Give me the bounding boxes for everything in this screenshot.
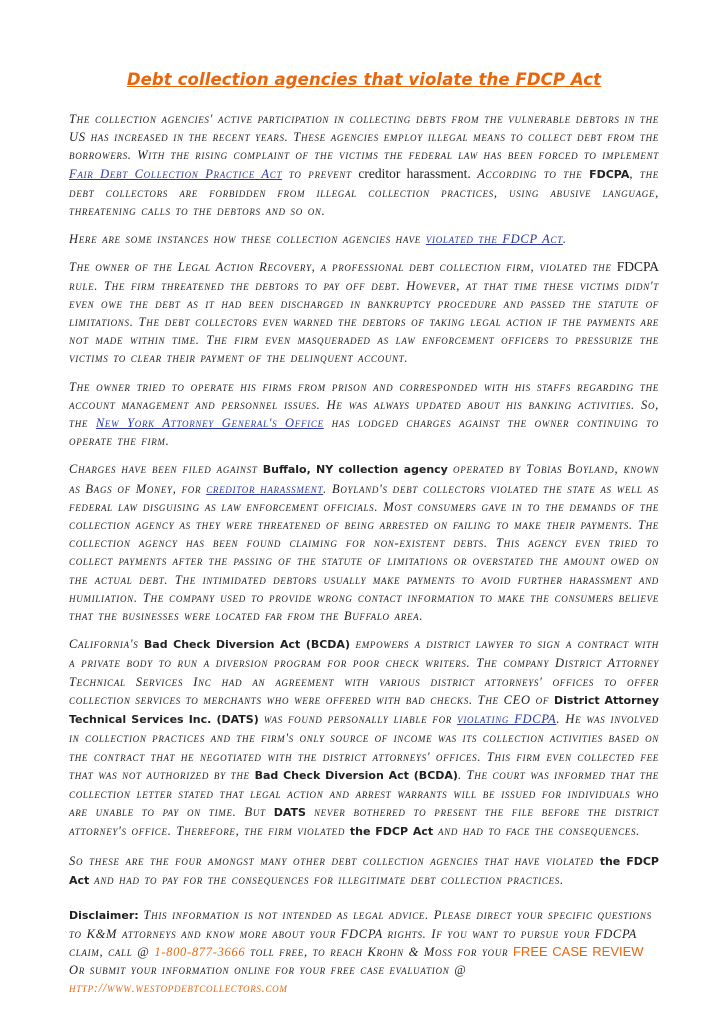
free-case-review: FREE CASE REVIEW <box>512 943 644 959</box>
paragraph-text: . Boyland's debt collectors violated the state as well as federal law disguising as law enforcement officials. Most consumers gave in to the demands of the collection agency as they were threatened of being arrested on failing to make their payments. The collection agency has been found claiming for non-existent debts. This agency even tried to collect payments after the passing of the statute of limitations or overstated the amount owed on the actual debt. The intimidated debtors usually make payments to avoid further harassment and humiliation. The company used to provide wrong contact information to make the consumers believe that the businesses were located far from the Buffalo area. <box>69 481 659 624</box>
paragraph-legal-action-recovery <box>69 258 659 367</box>
violated-fdcp-act-link[interactable]: violated the FDCP Act <box>425 232 563 247</box>
violating-fdcpa-link[interactable]: violating FDCPA <box>457 712 557 727</box>
bold-text: the FDCP Act <box>349 825 434 839</box>
paragraph-california-bcda <box>69 635 659 841</box>
paragraph-owner-prison <box>69 378 659 451</box>
bold-text: Bad Check Diversion Act (BCDA) <box>143 638 350 652</box>
bold-text: Buffalo, NY collection agency <box>262 463 448 477</box>
paragraph-text: The owner of the Legal Action Recovery, a professional debt collection firm, violated the <box>69 260 617 275</box>
paragraph-text: , the debt collectors are forbidden from illegal collection practices, using abusive language, threatening calls to the debtors and so on. <box>69 166 659 219</box>
ny-attorney-general-link[interactable]: New York Attorney General's Office <box>95 416 324 431</box>
disclaimer-label: Disclaimer: <box>69 908 139 922</box>
bold-text: District Attorney Technical Services Inc. (DATS) <box>69 693 659 727</box>
paragraph-text: was found personally liable for <box>258 712 458 727</box>
article-body <box>69 110 659 1007</box>
paragraph-instances <box>69 230 659 248</box>
website-link[interactable]: http://www.westopdebtcollectors.com <box>69 980 288 995</box>
paragraph-text: . He was involved in collection practices and the firm's only source of income was its collection activities based on the contract that he negotiated with the district attorneys' offices. This firm even collected fee that was not authorized by the <box>69 712 659 782</box>
paragraph-text: and had to pay for the consequences for illegitimate debt collection practices. <box>89 872 564 887</box>
disclaimer <box>69 906 659 997</box>
paragraph-text: California's <box>69 637 144 652</box>
phone-number[interactable]: 1-800-877-3666 <box>154 944 246 959</box>
fdcpa-link[interactable]: Fair Debt Collection Practice Act <box>69 166 283 181</box>
paragraph-text: has lodged charges against the owner continuing to operate the firm. <box>69 416 659 449</box>
paragraph-text: rule. The firm threatened the debtors to pay off debt. However, at that time these victims didn't even owe the debt as it had been discharged in bankruptcy procedure and passed the statute of limitations. The debt collectors even warned the debtors of taking legal action if the payments are not made within time. The firm even masqueraded as law enforcement officers to pressurize the victims to clear their payment of the delinquent account. <box>69 278 659 366</box>
paragraph-text: and had to face the consequences. <box>433 824 641 839</box>
bold-text: the FDCP Act <box>69 854 659 887</box>
paragraph-text: to prevent <box>282 166 359 181</box>
paragraph-text: . The court was informed that the collection letter stated that legal action and arrest warrants will be issued for individuals who are unable to pay on time. But <box>69 767 659 820</box>
paragraph-text: empowers a district lawyer to sign a contract with a private body to run a diversion program for poor check writers. The company District Attorney Technical Services Inc had an agreement with various district attorneys' offices to offer collection services to merchants who were offered with bad checks. The CEO of <box>69 637 659 707</box>
paragraph-buffalo-agency <box>69 460 659 625</box>
plain-text: FDCPA <box>616 259 659 275</box>
disclaimer-text: Or submit your information online for your free case evaluation @ <box>69 962 467 977</box>
paragraph-text: The owner tried to operate his firms from prison and corresponded with his staffs regarding the account management and personnel issues. He was always updated about his banking activities. So, the <box>69 379 659 431</box>
creditor-harassment-link[interactable]: creditor harassment <box>206 481 324 496</box>
paragraph-text: According to the <box>470 166 590 181</box>
paragraph-text: never bothered to present the file before the district attorney's office. Therefore, the firm violated <box>69 805 659 839</box>
paragraph-text: operated by Tobias Boyland, known as Bags of Money, for <box>69 462 660 496</box>
paragraph-text: The collection agencies' active participation in collecting debts from the vulnerable debtors in the US has increased in the recent years. These agencies employ illegal means to collect debt from the borrowers. With the rising complaint of the victims the federal law has been forced to implement <box>69 112 659 163</box>
paragraph-text: Charges have been filed against <box>69 462 263 477</box>
bold-text: DATS <box>273 806 306 820</box>
paragraph-intro <box>69 110 659 220</box>
paragraph-text: So these are the four amongst many other debt collection agencies that have violated <box>69 853 600 868</box>
plain-text: creditor harassment. <box>358 165 471 181</box>
paragraph-text: Here are some instances how these collection agencies have <box>69 232 426 247</box>
page-title: Debt collection agencies that violate the FDCP Act <box>126 70 602 89</box>
disclaimer-text: toll free, to reach Krohn & Moss for your <box>245 944 513 959</box>
bold-text: Bad Check Diversion Act (BCDA) <box>254 768 458 782</box>
paragraph-conclusion <box>69 852 659 890</box>
paragraph-text: . <box>562 232 567 247</box>
disclaimer-text: This information is not intended as legal advice. Please direct your specific questions to K&M attorneys and know more about your FDCPA rights. If you want to pursue your FDCPA claim, call @ <box>69 907 652 959</box>
bold-text: FDCPA <box>589 167 630 181</box>
